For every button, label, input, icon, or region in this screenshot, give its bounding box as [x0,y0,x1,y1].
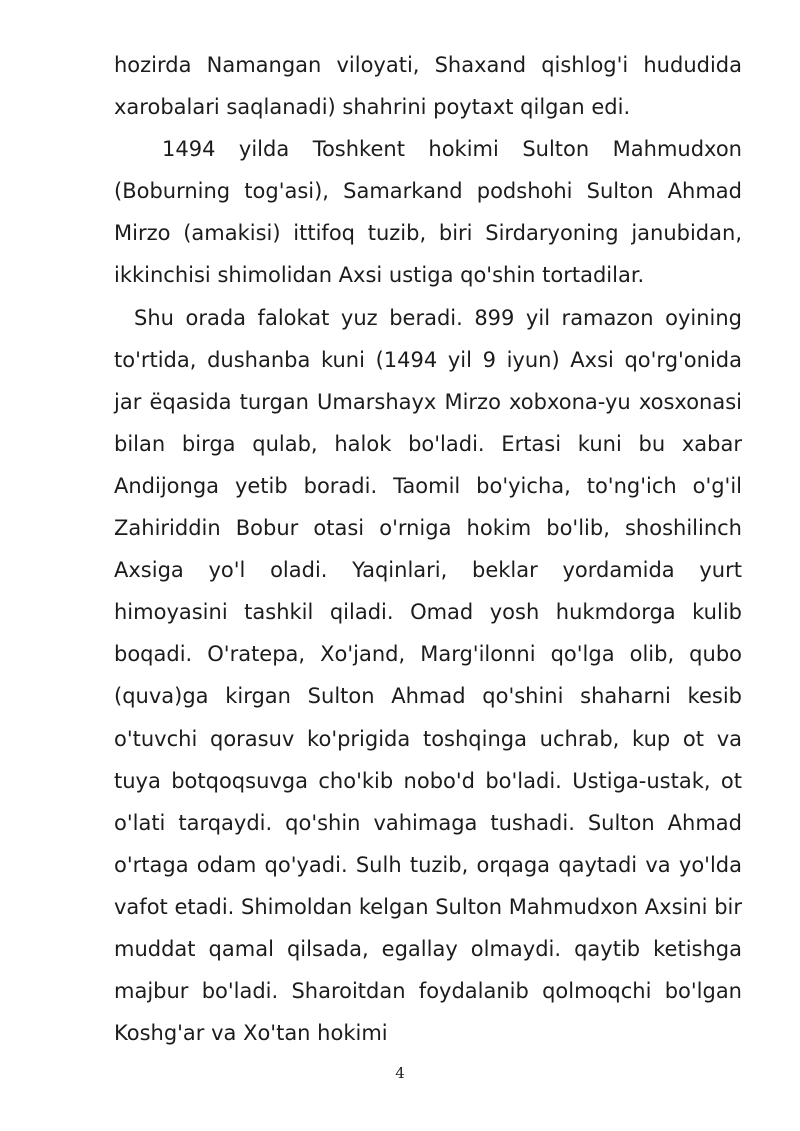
paragraph-alliance: 1494 yilda Toshkent hokimi Sulton Mahmudxon (Boburning tog'asi), Samarkand podshohi Sulton Ahmad Mirzo (amakisi) ittifoq tuzib, biri Sirdaryoning janubidan, ikkinchisi shimolidan Axsi ustiga qo'shin tortadilar. [114,137,742,288]
page-number: 4 [395,1064,405,1082]
body-text [114,44,742,1054]
paragraph-continuation: hozirda Namangan viloyati, Shaxand qishlog'i hududida xarobalari saqlanadi) shahrini poytaxt qilgan edi. [114,53,742,120]
paragraph-disaster: Shu orada falokat yuz beradi. 899 yil ramazon oyining to'rtida, dushanba kuni (1494 yil 9 iyun) Axsi qo'rg'onida jar ëqasida turgan Umarshayx Mirzo xobxona-yu xosxonasi bilan birga qulab, halok bo'ladi. Ertasi kuni bu xabar Andijonga yetib boradi. Taomil bo'yicha, to'ng'ich o'g'il Zahiriddin Bobur otasi o'rniga hokim bo'lib, shoshilinch Axsiga yo'l oladi. Yaqinlari, beklar yordamida yurt himoyasini tashkil qiladi. Omad yosh hukmdorga kulib boqadi. O'ratepa, Xo'jand, Marg'ilonni qo'lga olib, qubo (quva)ga kirgan Sulton Ahmad qo'shini shaharni kesib o'tuvchi qorasuv ko'prigida toshqinga uchrab, kup ot va tuya botqoqsuvga cho'kib nobo'd bo'ladi. Ustiga-ustak, ot o'lati tarqaydi. qo'shin vahimaga tushadi. Sulton Ahmad o'rtaga odam qo'yadi. Sulh tuzib, orqaga qaytadi va yo'lda vafot etadi. Shimoldan kelgan Sulton Mahmudxon Axsini bir muddat qamal qilsada, egallay olmaydi. qaytib ketishga majbur bo'ladi. Sharoitdan foydalanib qolmoqchi bo'lgan Koshg'ar va Xo'tan hokimi [114,305,742,1046]
